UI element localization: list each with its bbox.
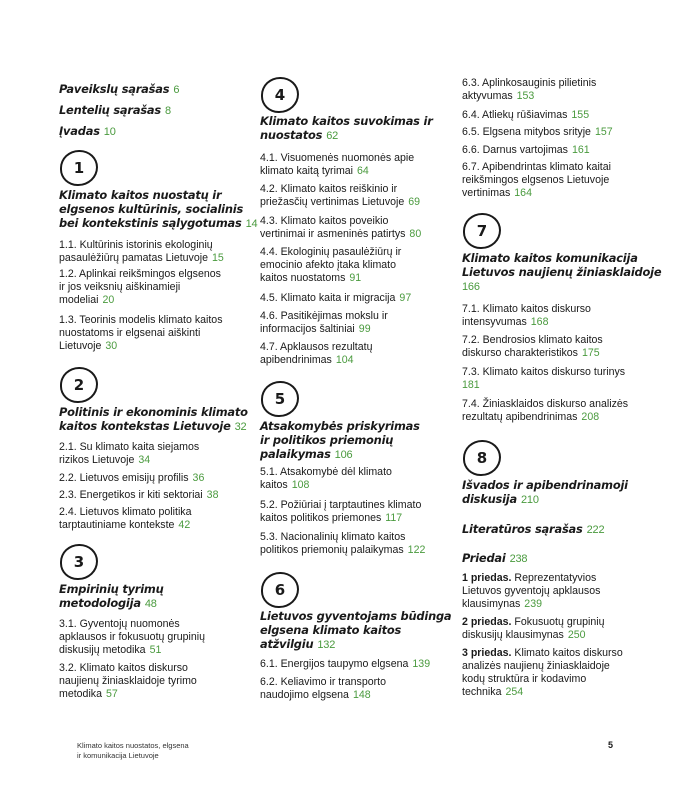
chapter-3-number-badge: 3 (60, 544, 98, 580)
toc-appendix-1[interactable]: 1 priedas. Reprezentatyvios Lietuvos gyventojų apklausos klausimynas 239 (462, 572, 601, 610)
chapter-3-title[interactable]: Empirinių tyrimų metodologija 48 (59, 582, 164, 610)
chapter-8-number-badge: 8 (463, 440, 501, 476)
toc-item-6-5[interactable]: 6.5. Elgsena mitybos srityje 157 (462, 126, 613, 138)
chapter-5-title[interactable]: Atsakomybės priskyrimas ir politikos priemonių palaikymas 106 (260, 419, 420, 461)
toc-item-4-4[interactable]: 4.4. Ekologinių pasaulėžiūrų ir emocinio afekto įtaka klimato kaitos nuostatoms 91 (260, 246, 402, 284)
toc-item-1-2[interactable]: 1.2. Aplinkai reikšmingos elgsenos ir jos veiksnių aiškinamieji modeliai 20 (59, 268, 221, 306)
toc-item-5-2[interactable]: 5.2. Požiūriai į tarptautines klimato kaitos politikos priemones 117 (260, 499, 422, 524)
chapter-4-title[interactable]: Klimato kaitos suvokimas ir nuostatos 62 (260, 114, 433, 142)
toc-item-1-1[interactable]: 1.1. Kultūrinis istorinis ekologinių pasaulėžiūrų pamatas Lietuvoje 15 (59, 239, 224, 264)
chapter-2-number-badge: 2 (60, 367, 98, 403)
toc-entry-figures[interactable]: Paveikslų sąrašas 6 (59, 82, 180, 96)
toc-appendix-2[interactable]: 2 priedas. Fokusuotų grupinių diskusijų klausimynas 250 (462, 616, 605, 641)
toc-item-3-2[interactable]: 3.2. Klimato kaitos diskurso naujienų žiniasklaidoje tyrimo metodika 57 (59, 662, 197, 700)
toc-item-6-6[interactable]: 6.6. Darnus vartojimas 161 (462, 144, 590, 156)
toc-item-6-1[interactable]: 6.1. Energijos taupymo elgsena 139 (260, 658, 431, 670)
chapter-6-number-badge: 6 (261, 572, 299, 608)
toc-entry-appendices[interactable]: Priedai 238 (462, 551, 528, 565)
toc-item-4-7[interactable]: 4.7. Apklausos rezultatų apibendrinimas 104 (260, 341, 373, 366)
chapter-7-number-badge: 7 (463, 213, 501, 249)
page-number: 5 (608, 740, 614, 750)
chapter-5-number-badge: 5 (261, 381, 299, 417)
toc-item-6-2[interactable]: 6.2. Keliavimo ir transporto naudojimo elgsena 148 (260, 676, 387, 701)
toc-item-6-3[interactable]: 6.3. Aplinkosauginis pilietinis aktyvumas 153 (462, 77, 597, 102)
toc-entry-tables[interactable]: Lentelių sąrašas 8 (59, 103, 171, 117)
chapter-1-number-badge: 1 (60, 150, 98, 186)
chapter-7-title[interactable]: Klimato kaitos komunikacija Lietuvos naujienų žiniasklaidoje 166 (462, 251, 662, 293)
toc-item-4-5[interactable]: 4.5. Klimato kaita ir migracija 97 (260, 292, 412, 304)
toc-item-2-4[interactable]: 2.4. Lietuvos klimato politika tarptautiniame kontekste 42 (59, 506, 192, 531)
chapter-6-title[interactable]: Lietuvos gyventojams būdinga elgsena klimato kaitos atžvilgiu 132 (260, 609, 452, 651)
toc-item-7-1[interactable]: 7.1. Klimato kaitos diskurso intensyvumas 168 (462, 303, 591, 328)
toc-item-5-3[interactable]: 5.3. Nacionalinių klimato kaitos politikos priemonių palaikymas 122 (260, 531, 426, 556)
toc-entry-literature[interactable]: Literatūros sąrašas 222 (462, 522, 605, 536)
toc-item-7-4[interactable]: 7.4. Žiniasklaidos diskurso analizės rezultatų apibendrinimas 208 (462, 398, 629, 423)
toc-item-4-3[interactable]: 4.3. Klimato kaitos poveikio vertinimai ir asmeninės patirtys 80 (260, 215, 422, 240)
toc-item-4-6[interactable]: 4.6. Pasitikėjimas mokslu ir informacijos šaltiniai 99 (260, 310, 388, 335)
toc-item-6-4[interactable]: 6.4. Atliekų rūšiavimas 155 (462, 109, 590, 121)
toc-item-2-1[interactable]: 2.1. Su klimato kaita siejamos rizikos Lietuvoje 34 (59, 441, 200, 466)
toc-item-5-1[interactable]: 5.1. Atsakomybė dėl klimato kaitos 108 (260, 466, 392, 491)
toc-item-6-7[interactable]: 6.7. Apibendrintas klimato kaitai reikšmingos elgsenos Lietuvoje vertinimas 164 (462, 161, 611, 199)
toc-appendix-3[interactable]: 3 priedas. Klimato kaitos diskurso analizės naujienų žiniasklaidoje kodų struktūra ir kodavimo technika 254 (462, 647, 623, 698)
footer-book-title: Klimato kaitos nuostatos, elgsena ir komunikacija Lietuvoje (77, 741, 189, 760)
toc-item-3-1[interactable]: 3.1. Gyventojų nuomonės apklausos ir fokusuotų grupinių diskusijų metodika 51 (59, 618, 206, 656)
chapter-8-title[interactable]: Išvados ir apibendrinamoji diskusija 210 (462, 478, 628, 506)
toc-item-4-1[interactable]: 4.1. Visuomenės nuomonės apie klimato kaitą tyrimai 64 (260, 152, 415, 177)
chapter-2-title[interactable]: Politinis ir ekonominis klimato kaitos kontekstas Lietuvoje 32 (59, 405, 248, 433)
toc-entry-intro[interactable]: Įvadas 10 (59, 124, 116, 138)
chapter-4-number-badge: 4 (261, 77, 299, 113)
toc-item-2-2[interactable]: 2.2. Lietuvos emisijų profilis 36 (59, 472, 205, 484)
toc-item-7-2[interactable]: 7.2. Bendrosios klimato kaitos diskurso charakteristikos 175 (462, 334, 603, 359)
toc-item-1-3[interactable]: 1.3. Teorinis modelis klimato kaitos nuostatoms ir elgsenai aiškinti Lietuvoje 30 (59, 314, 223, 352)
toc-item-4-2[interactable]: 4.2. Klimato kaitos reiškinio ir priežasčių vertinimas Lietuvoje 69 (260, 183, 421, 208)
chapter-1-title[interactable]: Klimato kaitos nuostatų ir elgsenos kultūrinis, socialinis bei kontekstinis sąlygotumas 14 (59, 188, 258, 230)
toc-item-7-3[interactable]: 7.3. Klimato kaitos diskurso turinys 181 (462, 366, 626, 391)
toc-item-2-3[interactable]: 2.3. Energetikos ir kiti sektoriai 38 (59, 489, 219, 501)
